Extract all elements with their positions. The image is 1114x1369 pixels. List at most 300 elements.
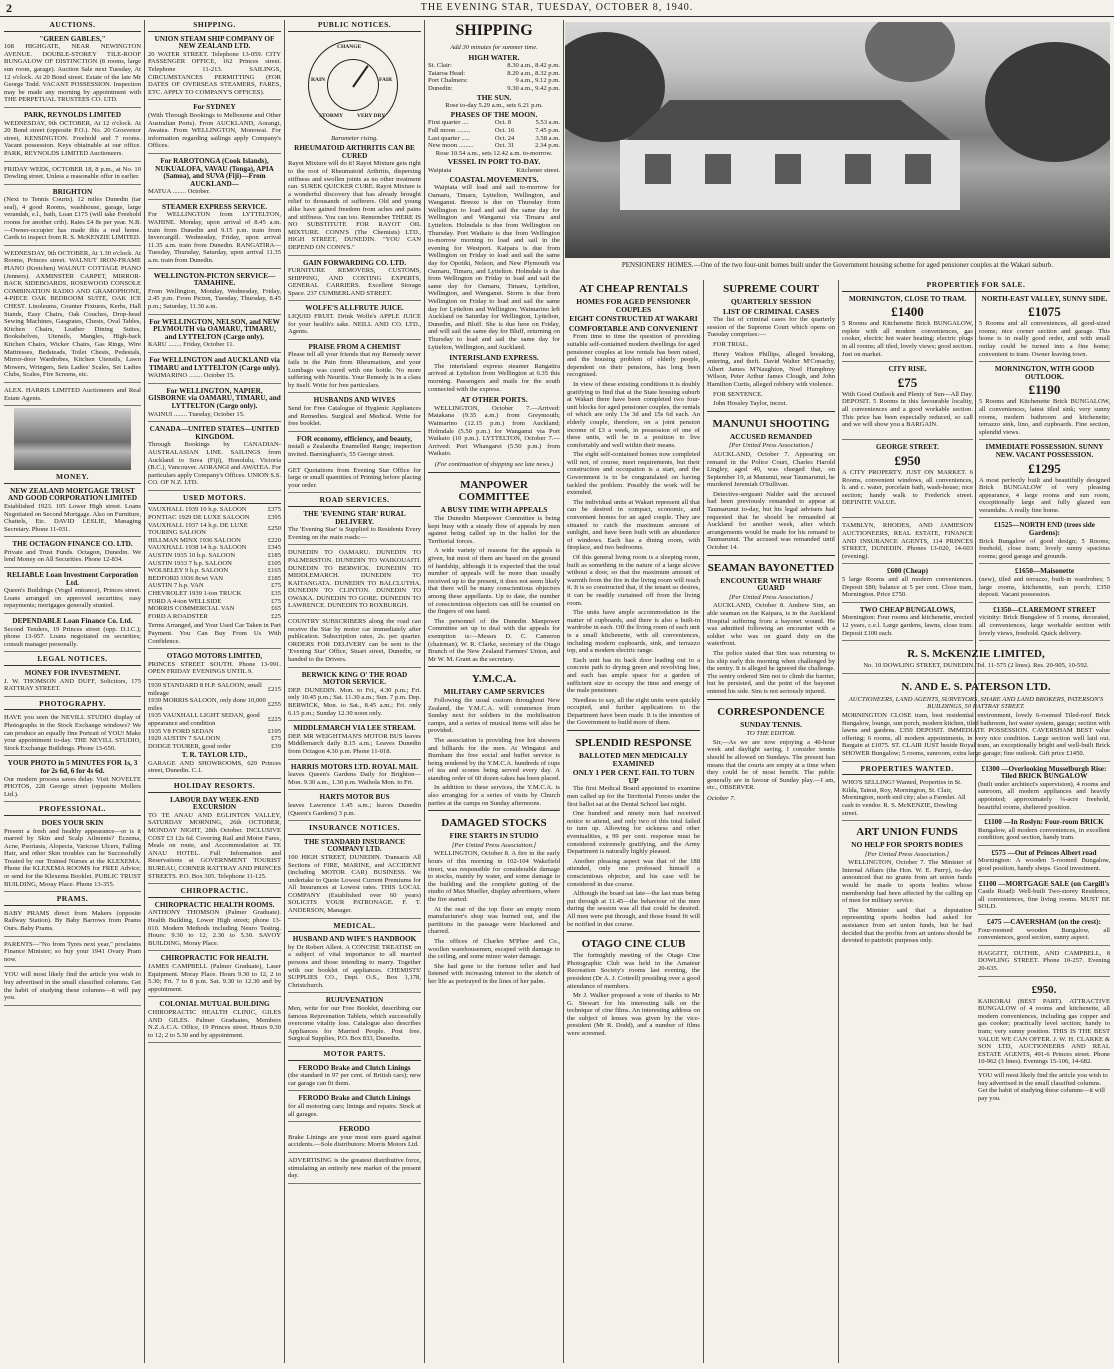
classified-ad bbox=[288, 547, 421, 614]
coastal-heading: COASTAL MOVEMENTS. bbox=[449, 174, 539, 184]
ad-heading: CHIROPRACTIC HEALTH ROOMS. bbox=[154, 900, 275, 909]
mckenzie-address: No. 10 DOWLING STREET, DUNEDIN. Tel. 11-575 (2 lines). Res. 20-905, 10-592. bbox=[863, 662, 1089, 670]
ad-text: COUNTRY SUBSCRIBERS along the road can receive the Star by motor car immediately after publication. Subscription rates, 2s. per quarter. ORDERS FOR DELIVERY can be sent to the 'Evening Star' Office, Stuart street, Dunedin, or handed to the Drivers. bbox=[288, 618, 421, 664]
supreme-sub2: LIST OF CRIMINAL CASES bbox=[722, 306, 820, 316]
classified-ad bbox=[4, 570, 141, 614]
ad-heading: BERWICK KING O' THE ROAD MOTOR SERVICE. bbox=[301, 670, 408, 687]
ad-text: For WELLINGTON from LYTTELTON, WAHINE. Monday, upon arrival of 8.45 a.m. train from Dunedin and 9.15 p.m. train from Invercargill. Wednesday, Friday, upon arrival 11.35 a.m. train from Dunedin. RANGATIRA—Tuesday, Thursday, Saturday, upon arrival 11.35 a.m. train from Dunedin. bbox=[148, 211, 281, 265]
table-cell: FORD A 4-ton WELLSIDE bbox=[148, 597, 222, 605]
splendid-story bbox=[567, 785, 700, 928]
table-cell: Dunedin: bbox=[428, 84, 453, 92]
ad-text: MATUA ........ October. bbox=[148, 188, 211, 196]
story-paragraph: The Dunedin Manpower Committee is being kept busy with a steady flow of appeals by men against being called up in the ballot for the Territorial forces. bbox=[428, 515, 560, 545]
table-cell: FORD A ROADSTER bbox=[148, 612, 208, 620]
listing-text: TAMBLYN, RHODES, AND JAMIESON AUCTIONEERS, REAL ESTATE, FINANCE AND INSURANCE AGENTS, 114 PRINCES STREET, DUNEDIN. Phones 13-020, 14-603 (evening). bbox=[842, 522, 973, 560]
listing-text: 5 Rooms and Kitchenette Brick BUNGALOW, all conveniences, latest tiled sink; very sunny rooms, modern bathroom and kitchenette; terrazzo sink, lino, and cupboards. Fine section, splendid views. bbox=[979, 398, 1110, 436]
ad-heading: HUSBANDS AND WIVES bbox=[313, 396, 396, 405]
ad-heading: MIDDLEMARCH VIA LEE STREAM. bbox=[293, 724, 416, 733]
story-paragraph: At the rear of the top floor an empty room manufacturer's shop was burned out, and the partitions in the passage were blackened and charred. bbox=[428, 905, 560, 936]
ad-text: JAMES CAMPBELL (Palmer Graduate), Laser Equipment. Moray Place. Hours 9.30 to 12, 2 to 5.30; Fri. 7 to 8 p.m. Sat. 9.30 to 12.30 and by appointment. bbox=[148, 962, 281, 993]
property-listing bbox=[979, 566, 1110, 602]
classified-ad bbox=[288, 1063, 421, 1092]
prams-ads bbox=[4, 908, 141, 1006]
story-paragraph: FOR SENTENCE. bbox=[713, 390, 763, 398]
property-listing bbox=[842, 605, 973, 641]
ad-text: PARENTS—"No from Tyres next year," proclaims Finance Minister; so buy your 1941 Ovary Pram now. bbox=[4, 940, 141, 963]
column-rule bbox=[563, 20, 564, 1363]
rentals-heading: AT CHEAP RENTALS bbox=[579, 283, 688, 295]
used-motors-table-2 bbox=[148, 682, 281, 750]
dial-label-right: FAIR bbox=[379, 76, 393, 83]
ad-text: 20 WATER STREET. Telephone 13-059. CITY PASSENGER OFFICE, 162 Princes street. Telephone 11-213. SAILINGS, CIRCUMSTANCES PERMITTING (FOR DATES OF OVERSEAS STEAMERS, FARES, ETC. APPLY TO COMPANY'S OFFICES). bbox=[148, 50, 281, 96]
rentals-story bbox=[567, 333, 700, 727]
table-row bbox=[148, 613, 281, 621]
ad-text: ANTHONY THOMSON (Palmer Graduate). Health Building, Lower High street; phone 13-010. Modern Methods including Neuro Testing. Hours: 9.30 to 12, 2.30 to 5.30. SAVOY BUILDING, Moray Place. bbox=[148, 909, 281, 947]
table-cell: Oct. 31 bbox=[494, 142, 515, 150]
table-row bbox=[428, 135, 560, 143]
kaikorai-ad bbox=[978, 979, 1110, 1070]
ad-heading: UNION STEAM SHIP COMPANY OF NEW ZEALAND LTD. bbox=[154, 34, 275, 51]
story-paragraph: The offices of Charles M'Phee and Co., woollen warehousemen, escaped with damage to the ceiling, and some minor water damage. bbox=[428, 937, 560, 961]
listing-text: vicinity: Brick Bungalow of 5 rooms, decorated, all conveniences, large workable section with lovely views, freehold. Quick delivery. bbox=[979, 614, 1110, 637]
ad-text: leaves Queen's Gardens Daily for Brighton—Mon. 9.30 a.m., 1.30 p.m. Waihola Mon. to Fri. bbox=[288, 771, 421, 786]
listing-price: £1075 bbox=[1028, 304, 1061, 320]
listing-heading: GEORGE STREET. bbox=[876, 443, 939, 452]
kaikorai-price: £950. bbox=[1031, 983, 1057, 996]
ad-heading: £1100 —MORTGAGE SALE (on Cargill's bbox=[978, 879, 1110, 888]
table-cell: MORRIS COMMERCIAL VAN bbox=[148, 605, 235, 613]
table-cell: £375 bbox=[267, 506, 281, 514]
table-cell: AUSTIN 7 h.p. VAN bbox=[148, 582, 204, 590]
ad-text: Through Bookings by CANADIAN-AUSTRALASIAN LINE. SAILINGS from Auckland to Suva (Fiji), Honolulu, Victoria (B.C.), Vancouver. AORANGI and AWATEA. For particulars apply Company's Offices. UNION S.S. CO. OF N.Z. LTD. bbox=[148, 441, 281, 487]
chiropractic-ads bbox=[148, 900, 281, 1044]
table-row bbox=[148, 605, 281, 613]
classified-ad bbox=[4, 385, 141, 406]
story-paragraph: The first Medical Board appointed to examine men called up for the Territorial Forces under the first ballot sat at the Dental School last night. bbox=[567, 785, 700, 808]
ad-heading: FERODO Brake and Clutch Linings bbox=[298, 1094, 411, 1103]
listing-text: 5 Rooms and all conveniences, all good-sized rooms; nice corner section and garage. This home is in really good order, and with small outlay could be turned into a fine home; convenient to tram. Owner leaving town. bbox=[979, 320, 1110, 358]
table-cell: 1935 VAUXHALL LIGHT SEDAN, good appearance and condition bbox=[148, 712, 260, 727]
ad-heading: WELLINGTON-PICTON SERVICE—TAMAHINE. bbox=[153, 271, 276, 288]
ymca-subheading: MILITARY CAMP SERVICES bbox=[443, 687, 545, 697]
ad-heading: YOUR PHOTO in 5 MINUTES FOR 1s, 3 for 2s 6d, 6 for 4s 6d. bbox=[7, 759, 138, 775]
classified-ad bbox=[4, 110, 141, 162]
art-union-source: [Per United Press Association.] bbox=[864, 850, 950, 858]
divider bbox=[707, 699, 835, 700]
table-row bbox=[148, 552, 281, 560]
sun-heading: THE SUN. bbox=[476, 92, 512, 102]
table-cell: £165 bbox=[267, 567, 281, 575]
paterson-name: N. AND E. S. PATERSON LTD. bbox=[901, 680, 1051, 693]
table-cell: £75 bbox=[271, 597, 281, 605]
ad-text: Bungalow, all modern conveniences, in excellent condition; good section, handy tram. bbox=[978, 826, 1110, 842]
section-heading-professional: PROFESSIONAL. bbox=[4, 804, 141, 816]
listing-text: 5 large Rooms and all modern conveniences. Deposit £80; balance at 5 per cent. Close tram, Mornington. Price £750. bbox=[842, 576, 973, 599]
classified-ad bbox=[4, 939, 141, 968]
listing-heading: IMMEDIATE POSSESSION. SUNNY NEW. VACANT POSSESSION. bbox=[985, 443, 1104, 459]
paterson-sub: AUCTIONEERS, LAND AGENTS, SURVEYORS, SHARE AND LAND BROKERS, PATERSON'S BUILDINGS, 50 RATTRAY STREET. bbox=[848, 695, 1104, 711]
manpower-story bbox=[428, 515, 560, 663]
other-ports-heading: AT OTHER PORTS. bbox=[460, 395, 528, 405]
port-table bbox=[428, 167, 560, 175]
ad-heading: DEPENDABLE Loan Finance Co. Ltd. bbox=[12, 617, 133, 626]
ad-text: BABY PRAMS direct from Makers (opposite Railway Station). By Baby Barrows from Prams Ours. Baby Prams. bbox=[4, 909, 141, 933]
letter-heading: SUNDAY TENNIS. bbox=[740, 719, 802, 729]
kaikorai-text: KAIKORAI (BEST PART). ATTRACTIVE BUNGALOW of 4 rooms and kitchenette, all modern conveniences, including gas copper and gas cooker; practically level section; handy to tram; very sunny position. THIS IS THE BEST VALUE WE CAN OFFER. J. W. H. CLARKE & SON LTD, AUCTIONEERS AND REAL ESTATE AGENTS, 491-6 Princes street. Phone 10-962 (3 lines). Evenings 15-106, 14-682. bbox=[978, 997, 1110, 1066]
ad-text: FRIDAY WEEK, OCTOBER 18, 8 p.m., at No. 10 Dowling street. Unless a reasonable offer in earlier. bbox=[4, 165, 141, 181]
mckenzie-agent bbox=[842, 643, 1110, 674]
table-cell: 9.30 a.m., 9.42 p.m. bbox=[507, 84, 560, 92]
ad-heading: FERODO bbox=[339, 1125, 370, 1134]
table-row bbox=[148, 544, 281, 552]
classified-ad bbox=[148, 900, 281, 952]
table-cell: £345 bbox=[267, 544, 281, 552]
property-listing bbox=[842, 566, 973, 602]
used-motors-ads bbox=[148, 620, 281, 680]
section-heading-money: MONEY. bbox=[4, 472, 141, 484]
ad-text: TO TE ANAU AND EGLINTON VALLEY, SATURDAY MORNING, 26th OCTOBER, MONDAY NIGHT, 28th October. INCLUSIVE COST £3 12s 6d. Covering Rail and Motor Fares, Meals on route, and Accommodation at TE ANAU HOTEL. Full Information and Reservations at GOVERNMENT TOURIST BUREAU, CORNER RATTRAY AND PRINCES STREETS. P.O. Box 305. Telephone 11-125. bbox=[148, 811, 281, 880]
section-heading-public: PUBLIC NOTICES. bbox=[288, 20, 421, 32]
table-cell: Oct. 8 bbox=[494, 119, 512, 127]
seaman-source: [Per United Press Association.] bbox=[728, 593, 814, 601]
story-paragraph: AUCKLAND, October 7. Appearing on remand in the Police Court, Charles Harold Lingley, aged 40, was charged that, on September 19, at Manunui, near Taumarunui, he murdered Jeremiah O'Sullivan. bbox=[707, 450, 835, 489]
dial-label-bottom-left: STORMY bbox=[319, 112, 344, 119]
table-row bbox=[428, 62, 560, 70]
ad-heading: RHEUMATOID ARTHRITIS CAN BE CURED bbox=[294, 144, 415, 160]
table-row bbox=[148, 697, 281, 712]
table-cell: 8.20 a.m., 8.32 p.m. bbox=[507, 69, 560, 77]
rentals-sub3: COMFORTABLE AND CONVENIENT bbox=[568, 323, 699, 333]
story-paragraph: John Hossley Taylor, incest. bbox=[713, 400, 788, 408]
story-paragraph: WELLINGTON, October 7. The Minister of Internal Affairs (the Hon. W. E. Parry), to-day announced that no grants from art union funds would be made to sports bodies whose membership had been affected by the calling up of men for military service. bbox=[842, 859, 972, 905]
tree-shape bbox=[865, 22, 955, 82]
rentals-sub2: EIGHT CONSTRUCTED AT WAKARI bbox=[569, 314, 698, 324]
manpower-subheading: A BUSY TIME WITH APPEALS bbox=[440, 505, 548, 515]
listing-text: A CITY PROPERTY. JUST ON MARKET. 6 Rooms, convenient windows, all conveniences, h. and c. water, porcelain bath, wash-house; nice section; handy walk to Frederick street. DEFINITE VALUE. bbox=[842, 468, 973, 507]
story-paragraph: The police stated that Sim was returning to his ship early this morning when challenged by the sentry. It is alleged he ignored the challenge. The sentry ordered Sim not to climb the barrier, but he persisted, and the point of the bayonet entered his side. Sim is not seriously injured. bbox=[707, 649, 835, 695]
ad-text: From Wellington, Monday, Wednesday, Friday, 2.45 p.m. From Picton, Tuesday, Thursday, 8.45 p.m.; Saturday, 11.30 a.m. bbox=[148, 287, 281, 310]
shipping-heading: SHIPPING bbox=[455, 22, 533, 39]
house-window bbox=[905, 154, 931, 184]
classified-ad bbox=[288, 395, 421, 431]
dial-label-left: RAIN bbox=[311, 76, 326, 83]
table-cell: £35 bbox=[271, 590, 281, 597]
table-row bbox=[428, 70, 560, 78]
story-paragraph: Needless to say, all the eight units were quickly occupied, and further applications to the Department have been made. It is the intention of the Government to build more of them. bbox=[567, 696, 700, 727]
classified-ad bbox=[4, 187, 141, 246]
properties-lower-grid bbox=[842, 764, 1110, 1103]
properties-wanted-text: WHO'S SELLING? Wanted, Properties in St. Kilda, Tainui, Roy, Mornington, St. Clair, Mornington, north end city; also a Farmlet. All cash to vendor. R. S. McKENZIE, Dowling street. bbox=[842, 777, 972, 821]
used-motors-ads-2 bbox=[148, 750, 281, 779]
ad-text: by Dr Robert Alleot. A CONCISE TREATISE on a subject of vital importance to all married persons and those intending to marry. Together with our booklet of appliances. CHEMISTS' SUPPLIES CO., Dept. O.S., Box 1,178, Christchurch. bbox=[288, 943, 421, 989]
ad-heading: THE STANDARD INSURANCE COMPANY LTD. bbox=[304, 837, 405, 854]
table-row bbox=[148, 560, 281, 568]
classified-ad bbox=[288, 1155, 421, 1184]
table-cell: Taiaroa Head: bbox=[428, 69, 466, 77]
classified-ad bbox=[148, 953, 281, 997]
auctions-ads bbox=[4, 34, 141, 407]
stocks-story bbox=[428, 850, 560, 985]
story-paragraph: The eight self-contained homes now completed will not, of course, meet requirements, but their construction and occupation is a start, and the Government is to be congratulated on having tackled the problem. Possibly the work will be extended. bbox=[567, 451, 700, 497]
ad-text: Present a fresh and healthy appearance—or is it marred by Skin and Scalp Ailments? Eczema, Acne, Psoriasis, Alopecia, Varicose Ulcers, Falling Hair, and other Skin troubles can be Successfully Treated by our Trained Nurses at the KLEXEMA. Phone the KLEXEMA ROOMS for FREE Advice; or send for the Klexema Booklet. PUBLIC TRUST BUILDING, Moray Place. Phone 13-355. bbox=[4, 827, 141, 888]
ad-heading: PRAISE FROM A CHEMIST bbox=[308, 342, 401, 351]
mckenzie-name: R. S. McKENZIE LIMITED, bbox=[907, 648, 1045, 661]
ymca-heading: Y.M.C.A. bbox=[471, 673, 517, 686]
table-cell: VAUXHALL 1938 14 h.p. SALOON bbox=[148, 544, 247, 552]
ad-heading: MONEY FOR INVESTMENT. bbox=[24, 669, 121, 677]
section-heading-holiday: HOLIDAY RESORTS. bbox=[148, 781, 281, 793]
page-number: 2 bbox=[6, 1, 12, 15]
listing-heading: £1525—NORTH END (trees side Gardens): bbox=[994, 521, 1095, 538]
ad-text: Send for Free Catalogue of Hygienic Appliances and Remedies. Surgical and Medical. Write for free booklet. bbox=[288, 405, 421, 428]
section-heading-shipping: SHIPPING. bbox=[148, 20, 281, 32]
shipping-continuation: (For continuation of shipping see late news.) bbox=[434, 460, 554, 468]
story-paragraph: In view of these existing conditions it is doubly gratifying to find that at the State housing suburb at Wakari there have been completed two four-unit blocks for aged pensioner couples, the rentals of which are only 13s 3d and 15s 6d each. An elderly couple, therefore, on a joint pension income of £3 a week, in possession of one of these units, will be in a position to live comfortably and well within their means. bbox=[567, 380, 700, 449]
stocks-subheading: FIRE STARTS IN STUDIO bbox=[449, 831, 539, 841]
column-properties bbox=[842, 280, 1110, 1363]
story-paragraph: Each unit has its back door leading out to a concrete path to drying green and revolving line, and each has ample space for a garden of sufficient size to occupy the time and energy of the male pensioner. bbox=[567, 656, 700, 695]
table-cell: £75 bbox=[271, 735, 281, 743]
barometer-dial bbox=[308, 40, 398, 130]
ad-heading: For WELLINGTON and AUCKLAND via TIMARU and LYTTELTON (Cargo only). bbox=[149, 355, 280, 372]
divider bbox=[428, 810, 560, 811]
section-heading-used-motors: USED MOTORS. bbox=[148, 493, 281, 505]
ad-text: 100 HIGH STREET, DUNEDIN. Transacts All Sections of FIRE, MARINE, and ACCIDENT (including MOTOR CAR) BUSINESS. We undertake to Quote Lowest Current Premiums for All Insurances at Lowest rates. THIS LOCAL COMPANY (Established over 60 years) SOLICITS YOUR PATRONAGE. F. T. ANDERSON, Manager. bbox=[288, 853, 421, 915]
ad-text: Castle Road): Well-built Two-storey Residence, all conveniences, fine living rooms. MUST BE SOLD. bbox=[978, 888, 1110, 911]
classified-ad bbox=[978, 917, 1110, 946]
classified-ad bbox=[288, 258, 421, 302]
tree-shape bbox=[985, 42, 1110, 162]
classified-ad bbox=[4, 616, 141, 652]
table-cell: VAUXHALL 1937 14 h.p. DE LUXE TOURING SALOON bbox=[148, 521, 248, 537]
manunui-heading: MANUNUI SHOOTING bbox=[712, 417, 830, 430]
classified-ad bbox=[288, 303, 421, 339]
table-cell: St. Clair: bbox=[428, 62, 452, 70]
classified-ad bbox=[4, 248, 141, 383]
ad-text: ALEX. HARRIS LIMITED Auctioneers and Real Estate Agents. bbox=[4, 386, 141, 402]
stocks-source: [Per United Press Association.] bbox=[451, 841, 537, 849]
table-cell: £255 bbox=[267, 700, 281, 708]
property-listing bbox=[979, 520, 1110, 564]
ad-heading: STEAMER EXPRESS SERVICE. bbox=[162, 202, 267, 211]
table-cell: £65 bbox=[271, 605, 281, 613]
ad-heading: HARRIS MOTORS LTD. ROYAL MAIL bbox=[290, 762, 419, 771]
property-listing bbox=[842, 294, 973, 363]
correspondence-heading: CORRESPONDENCE bbox=[717, 705, 825, 718]
classified-ad bbox=[4, 712, 141, 756]
classified-ad bbox=[148, 750, 281, 779]
story-paragraph: AUCKLAND, October 8. Andrew Sim, an able seaman on the Kaipara, is in the Auckland Hospital suffering from a bayonet wound. He was admitted following an encounter with a soldier who was on guard duty on the waterfront. bbox=[707, 602, 835, 648]
ad-text: PRINCES STREET SOUTH. Phone 13-991. OPEN FRIDAY EVENINGS UNTIL 9. bbox=[148, 660, 281, 676]
divider bbox=[707, 411, 835, 412]
letter-to: TO THE EDITOR. bbox=[746, 730, 796, 738]
ad-heading: PARK, REYNOLDS LIMITED bbox=[23, 110, 122, 119]
column-shipping-motors bbox=[148, 20, 281, 1363]
table-cell: 1939 MORRIS SALOON, only done 10,000 miles bbox=[148, 697, 266, 712]
ad-heading: £1100 —In Roslyn: Four-room BRICK bbox=[984, 818, 1104, 827]
listing-heading: TWO CHEAP BUNGALOWS, bbox=[859, 605, 956, 614]
road-ads bbox=[288, 509, 421, 821]
listing-text: (new), tiled and terrazzo, built-in wardrobes; 5 large rooms, kitchenette, sun porch; £350 deposit. Vacant possession. bbox=[979, 576, 1110, 599]
masthead bbox=[0, 0, 1114, 17]
table-cell: 3.58 a.m. bbox=[535, 134, 560, 142]
holiday-ads bbox=[148, 795, 281, 885]
story-paragraph: FOR TRIAL. bbox=[713, 340, 749, 348]
classified-ad bbox=[4, 969, 141, 1005]
story-paragraph: Mr J. Walker proposed a vote of thanks to Mr G. Stewart for his interesting talk on the technique of cine films. An interesting address on the subject of lenses was given by the vice-president (Mr R. Dodd), and a number of films were screened. bbox=[567, 992, 700, 1038]
seaman-subheading: ENCOUNTER WITH WHARF GUARD bbox=[720, 575, 822, 593]
section-heading-chiropractic: CHIROPRACTIC. bbox=[148, 886, 281, 898]
classified-ad bbox=[288, 934, 421, 993]
ad-text: (the standard in 97 per cent. of British cars); new car garage can fit them. bbox=[288, 1072, 421, 1087]
table-cell: £220 bbox=[267, 536, 281, 544]
column-rule bbox=[284, 20, 285, 1363]
manunui-subheading: ACCUSED REMANDED bbox=[729, 431, 813, 441]
table-cell: WOLSELEY 9 h.p. SALOON bbox=[148, 567, 229, 575]
ad-text: The 'Evening Star' is Supplied to Residents Every Evening on the main roads:— bbox=[288, 526, 421, 541]
table-cell: Full moon ........ bbox=[428, 126, 471, 134]
column-shipping-news bbox=[428, 20, 560, 1363]
table-cell: Oct. 16 bbox=[494, 126, 515, 134]
classified-ad bbox=[288, 837, 421, 919]
classified-ad bbox=[288, 616, 421, 668]
classified-ad bbox=[4, 818, 141, 892]
cine-story bbox=[567, 952, 700, 1038]
insurance-ads bbox=[288, 837, 421, 919]
classified-ad bbox=[148, 620, 281, 649]
seaman-story bbox=[707, 602, 835, 695]
classified-ad bbox=[148, 999, 281, 1043]
classified-ad bbox=[148, 202, 281, 269]
section-heading-insurance: INSURANCE NOTICES. bbox=[288, 823, 421, 835]
professional-ads bbox=[4, 818, 141, 892]
classified-ad bbox=[4, 164, 141, 185]
page-title: THE EVENING STAR, TUESDAY, OCTOBER 8, 1940. bbox=[420, 2, 694, 13]
listing-heading: £600 (Cheap) bbox=[887, 567, 928, 576]
table-row bbox=[428, 85, 560, 93]
column-rule bbox=[838, 280, 839, 1363]
ad-text: LIQUID FRUIT. Drink Wolfe's APPLE JUICE for your health's sake. NEILL AND CO. LTD., Agents. bbox=[288, 313, 421, 336]
money-ads bbox=[4, 486, 141, 653]
ad-text: (built under architect's supervision), 4 rooms and sunroom, all modern appliances and heavily appointed; approximately ¼-acre freehold, beautiful rooms, sheltered position. bbox=[978, 780, 1110, 811]
splendid-sub2: ONLY 1 PER CENT. FAIL TO TURN UP bbox=[572, 768, 695, 785]
table-cell: £250 bbox=[267, 525, 281, 533]
ad-text: Second Tenders, 19 Princes street (opp. D.I.C.); phone 13-957. Loans negotiated on securities; consult manager personally. bbox=[4, 625, 141, 648]
divider bbox=[428, 472, 560, 473]
ad-text: Rayot Mixture will do it! Rayot Mixture gets right to the root of Rheumatoid Arthritis, dispersing stiffness and swollen joints as no other treatment can. SUREK QUICKER CURE. Rayot Mixture is a wonderful discovery that has already brought relief to thousands of sufferers. Old and young alike have gained freedom from aches and pains and stiffness. You can too. Remember THERE IS NO SUBSTITUTE FOR RAYOT OIL MIXTURE. CONN'S (The Chemists) LTD., HIGH STREET, DUNEDIN. "YOU CAN DEPEND ON CONN'S." bbox=[288, 160, 421, 251]
column-public-notices bbox=[288, 20, 421, 1363]
table-cell: £25 bbox=[271, 612, 281, 620]
classified-ad bbox=[148, 271, 281, 315]
property-listing bbox=[842, 364, 973, 440]
story-paragraph: The units have ample accommodation in the matter of cupboards, and there is also a built-in wardrobe in each. Off the living room of each unit is a small kitchenette, with all conveniences, including modern cupboards, sink, and terrazzo top, and a modern electric range. bbox=[567, 609, 700, 655]
classified-ad bbox=[978, 879, 1110, 915]
ad-text: WAINUI ........ Tuesday, October 15. bbox=[148, 410, 245, 418]
story-paragraph: The list of criminal cases for the quarterly session of the Supreme Court which opens on Tuesday comprises:— bbox=[707, 316, 835, 339]
ad-text: HAGGITT, DUTHIE, AND CAMPBELL, 8 DOWLING STREET. Phone 10-257. Evening 20-635. bbox=[978, 949, 1110, 972]
ad-text: KARU ........ Friday, October 11. bbox=[148, 341, 235, 349]
classified-ad bbox=[288, 342, 421, 394]
classified-ad bbox=[288, 762, 421, 791]
table-row bbox=[148, 537, 281, 545]
table-cell: DODGE TOURER, good order bbox=[148, 742, 231, 750]
table-row bbox=[148, 735, 281, 743]
listing-heading: CITY RISE. bbox=[888, 365, 927, 374]
table-cell: Kitchener street. bbox=[516, 166, 560, 174]
ad-heading: HARTS MOTOR BUS bbox=[319, 793, 390, 802]
table-cell: 5.53 a.m. bbox=[535, 119, 560, 127]
story-paragraph: Another pleasing aspect was that of the 188 attended, only one professed himself a conscientious objector, and his case will be considered in due course. bbox=[567, 857, 700, 888]
listing-price: £75 bbox=[897, 374, 918, 390]
ad-text: J. W. THOMSON AND DUFF, Solicitors, 175 RATTRAY STREET. bbox=[4, 677, 141, 693]
other-ports-text: WELLINGTON, October 7.—Arrived: Matakana (9.35 a.m.) from Greymouth; Waimarino (12.15 p.m.) from Auckland; Holmdale (5.50 p.m.) for Wanganui via Port Waikato (10 p.m.). LYTTELTON, October 7.—Arrived: Port Whangarei (5.50 p.m.) from Waikato. bbox=[428, 404, 560, 458]
properties-lower-right bbox=[978, 764, 1110, 1103]
letter-date: October 7. bbox=[707, 794, 736, 802]
ad-text: Brake Linings are your most sure guard against accidents.—Sole distributors: Morris Motors Ltd. bbox=[288, 1133, 421, 1149]
property-listing bbox=[979, 364, 1110, 440]
used-motors-table bbox=[148, 506, 281, 620]
table-cell: 1929 AUSTIN 7 SALOON bbox=[148, 735, 220, 743]
story-paragraph: WELLINGTON, October 8. A fire in the early hours of this morning in 102-104 Wakefield street, was responsible for considerable damage to stocks, mainly by water, and some damage to the building and the complete gutting of the studio of Max Mueller, display advertisers, where the fire started. bbox=[428, 850, 560, 903]
listing-text: Brick Bungalow of good design; 5 Rooms; freehold, close tram; lovely sunny spacious rooms; good garage and grounds. bbox=[979, 537, 1110, 560]
manunui-story bbox=[707, 451, 835, 552]
table-row bbox=[148, 567, 281, 575]
ad-text: DEP. DUNEDIN. Mon. to Fri., 4.30 p.m.; Fri. only 10.45 p.m.; Sat. 11.30 a.m.; Sun. 7 p.m. Dep. BERWICK, Mon. to Sat., 8.45 a.m.; Fri. only 6.15 p.m.; Sunday 12.30 noon only. bbox=[288, 686, 421, 717]
classified-ad bbox=[978, 764, 1110, 816]
supreme-subheading: QUARTERLY SESSION bbox=[730, 297, 812, 306]
classified-ad bbox=[288, 670, 421, 722]
ad-text: Established 1923. 105 Lower High street. Loans Negotiated on Second Mortgage. Also on Furniture, Chattels, Etc. DAVID LESLIE, Managing Secretary. Phone 11-031. bbox=[4, 502, 141, 533]
pensioners-homes-photo bbox=[565, 22, 1110, 258]
ad-heading: FERODO Brake and Clutch Linings bbox=[298, 1063, 411, 1072]
manunui-source: [Per United Press Association.] bbox=[728, 442, 814, 450]
ad-heading: GAIN FORWARDING CO. LTD. bbox=[302, 258, 407, 267]
classified-ad bbox=[288, 143, 421, 255]
table-cell: PONTIAC 1929 DE LUXE SALOON bbox=[148, 514, 250, 522]
moon-heading: PHASES OF THE MOON. bbox=[450, 109, 538, 119]
summer-time-note: Add 30 minutes for summer time. bbox=[450, 44, 538, 51]
classified-ad bbox=[288, 434, 421, 463]
table-cell: 7.45 p.m. bbox=[535, 126, 560, 134]
ad-heading: OTAGO MOTORS LIMITED, bbox=[166, 652, 263, 661]
dial-label-top: CHANGE bbox=[337, 43, 362, 50]
table-cell: £185 bbox=[267, 574, 281, 582]
ad-text: 108 HIGHGATE, NEAR NEWINGTON AVENUE. DOUBLE-STOREY TILE-ROOF BUNGALOW OF DISTINCTION (8 rooms, large sun room, garage). Auction Sale next Tuesday, At 12 o'clock. At 20 Bond street. Estate of the late Mr George Todd. VACANT POSSESSION. Inspection may be made any morning by appointment with THE PERPETUAL TRUSTEES CO. LTD. bbox=[4, 43, 141, 104]
section-heading-auctions: AUCTIONS. bbox=[4, 20, 141, 32]
table-cell: New moon ......... bbox=[428, 142, 474, 150]
ad-text: HAVE you seen the NEVILL STUDIO display of Photographs in the Stock Exchange windows? We can produce an equally fine Portrait of YOU! Make your appointment to-day. THE NEVILL STUDIO, Stock Exchange Buildings. Phone 13-650. bbox=[4, 714, 141, 752]
ad-heading: £1300 —Overlooking Musselburgh Rise: Tiled BRICK BUNGALOW bbox=[981, 764, 1107, 781]
table-cell: £185 bbox=[267, 552, 281, 560]
ymca-story bbox=[428, 697, 560, 807]
ad-heading: RUJUVENATION bbox=[325, 996, 384, 1005]
classified-ad bbox=[978, 948, 1110, 977]
classified-ad bbox=[288, 995, 421, 1047]
interisland-heading: INTERISLAND EXPRESS. bbox=[449, 353, 539, 363]
ad-heading: T. R. TAYLOR LTD., bbox=[181, 751, 248, 760]
ad-heading: NEW ZEALAND MORTGAGE TRUST AND GOOD CORPORATION LIMITED bbox=[7, 486, 138, 503]
stocks-heading: DAMAGED STOCKS bbox=[441, 817, 547, 830]
ad-heading: COLONIAL MUTUAL BUILDING bbox=[159, 1000, 270, 1009]
ad-text: install a Zealandia Enamelled Range; inspection invited. Barningham's, 55 George street. bbox=[288, 443, 421, 458]
story-paragraph: One hundred and ninety men had received notice to attend, and only two of this total failed to turn up. Allowing for sickness and other eventualities, a 99 per cent. response must be considered extremely gratifying, and the Army Department is naturally highly pleased. bbox=[567, 810, 700, 856]
table-cell: CHEVROLET 1939 1-ton TRUCK bbox=[148, 590, 242, 597]
ad-text: (With Through Bookings to Melbourne and Other Australian Ports). From AUCKLAND, Aorangi, Awatea. From WELLINGTON, Monowai. For information regarding sailings apply Company's Offices. bbox=[148, 111, 281, 150]
table-row bbox=[428, 142, 560, 150]
classified-ad bbox=[288, 1124, 421, 1153]
dial-label-bottom-right: VERY DRY bbox=[357, 112, 386, 119]
classified-ad bbox=[148, 424, 281, 491]
